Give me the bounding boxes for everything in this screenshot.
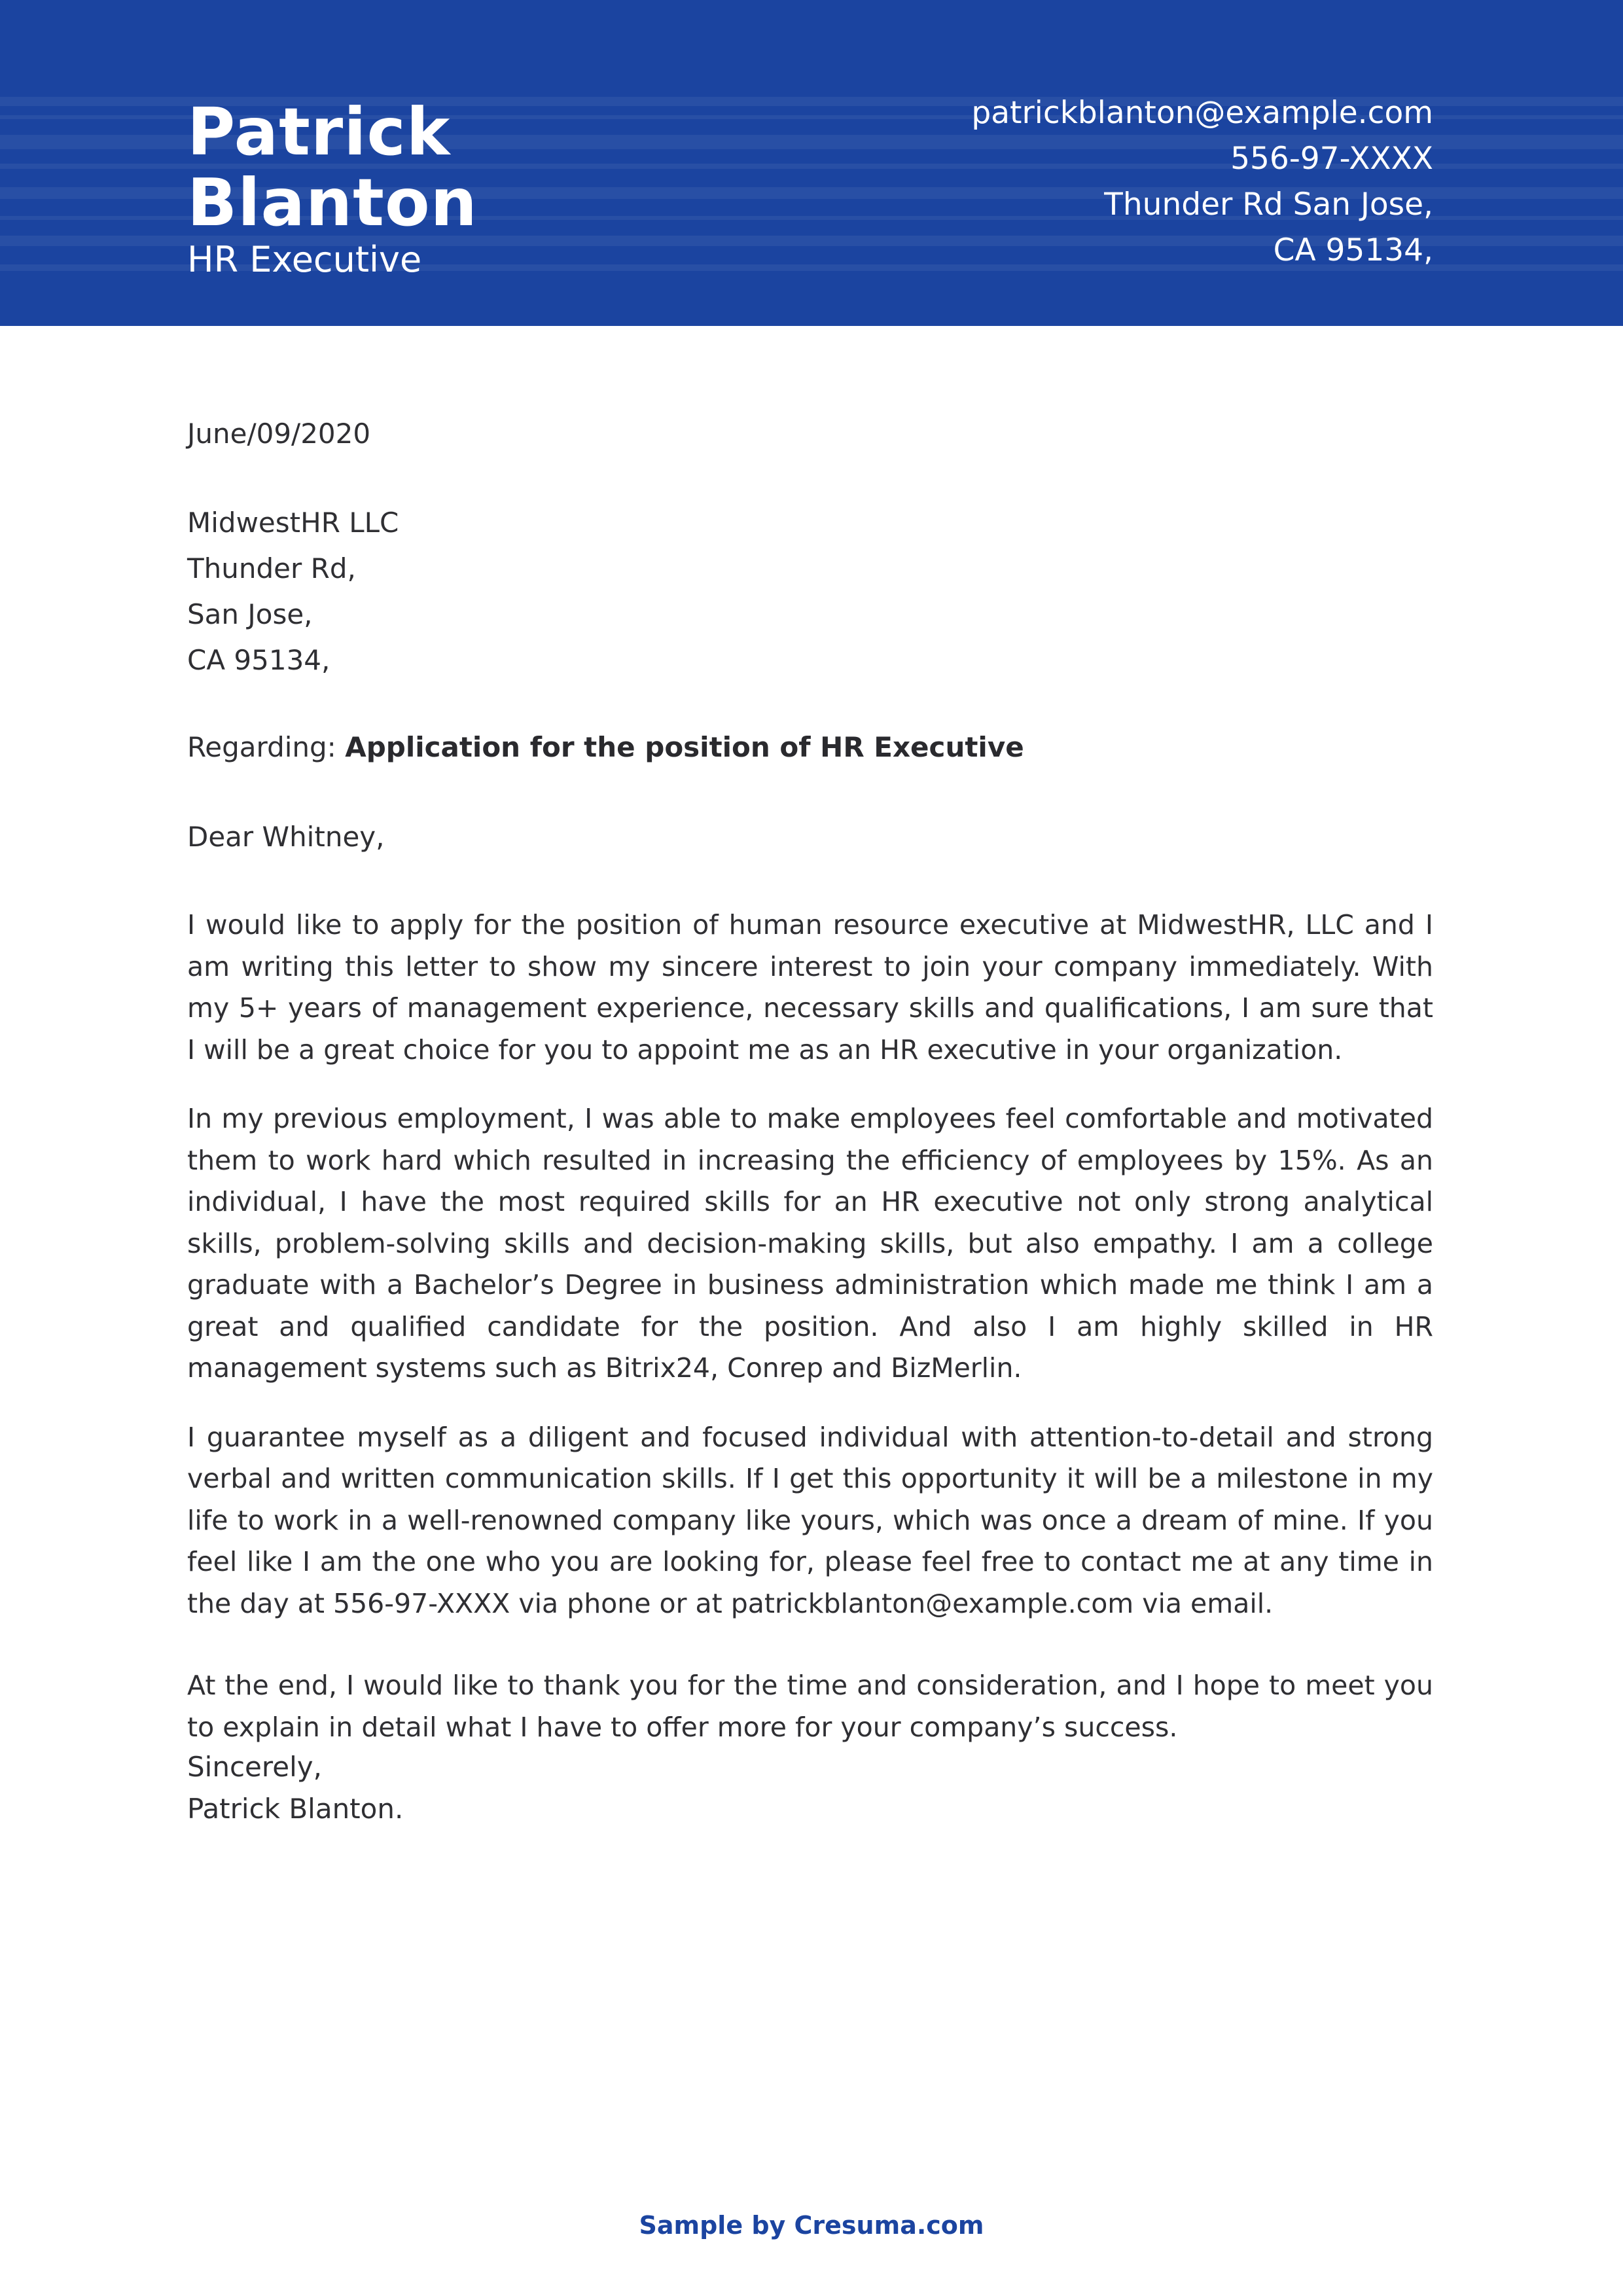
recipient-state-zip: CA 95134,	[187, 644, 330, 676]
valediction: Sincerely,	[187, 1751, 322, 1783]
regarding-line	[187, 725, 1433, 770]
signature-name: Patrick Blanton.	[187, 1792, 404, 1825]
footer-credit: Sample by Cresuma.com	[639, 2211, 984, 2240]
applicant-name	[187, 94, 478, 241]
paragraph: In my previous employment, I was able to make employees feel comfortable and motivated them to work hard which resulted in increasing the efficiency of employees by 15%. As an individual, I have the most required skills for an HR executive not only strong analytical skills, problem-solving skills and decision-making skills, but also empathy. I am a college graduate with a Bachelor’s Degree in business administration which made me think I am a great and qualified candidate for the position. And also I am highly skilled in HR management systems such as Bitrix24, Conrep and BizMerlin.	[187, 1103, 1433, 1384]
paragraph: At the end, I would like to thank you for the time and consideration, and I hope to meet you to explain in detail what I have to offer more for your company’s success.	[187, 1670, 1433, 1743]
recipient-city: San Jose,	[187, 598, 313, 630]
letter-date: June/09/2020	[187, 418, 371, 450]
recipient-street: Thunder Rd,	[187, 552, 356, 584]
salutation: Dear Whitney,	[187, 821, 385, 853]
letter-body	[187, 905, 1433, 1776]
recipient-company: MidwestHR LLC	[187, 507, 399, 539]
regarding-subject: Application for the position of HR Executive	[345, 731, 1024, 763]
address-line-1: Thunder Rd San Jose,	[1104, 187, 1433, 223]
job-title: HR Executive	[187, 239, 422, 280]
recipient-address	[187, 500, 1433, 683]
address-line-2: CA 95134,	[1273, 232, 1433, 268]
last-name: Blanton	[187, 164, 478, 241]
email: patrickblanton@example.com	[971, 95, 1433, 131]
contact-info	[971, 90, 1433, 274]
phone: 556-97-XXXX	[1230, 141, 1433, 177]
regarding-label: Regarding:	[187, 731, 336, 763]
first-name: Patrick	[187, 94, 451, 170]
paragraph: I would like to apply for the position of human resource executive at MidwestHR, LLC and I am writing this letter to show my sincere interest to join your company immediately. With my 5+ years of management experience, necessary skills and qualifications, I am sure that I will be a great choice for you to appoint me as an HR executive in your organization.	[187, 909, 1433, 1066]
paragraph: I guarantee myself as a diligent and focused individual with attention-to-detail and strong verbal and written communication skills. If I get this opportunity it will be a milestone in my life to work in a well-renowned company like yours, which was once a dream of mine. If you feel like I am the one who you are looking for, please feel free to contact me at any time in the day at 556-97-XXXX via phone or at patrickblanton@example.com via email.	[187, 1421, 1433, 1619]
closing	[187, 1746, 1433, 1829]
header-banner	[0, 0, 1623, 326]
